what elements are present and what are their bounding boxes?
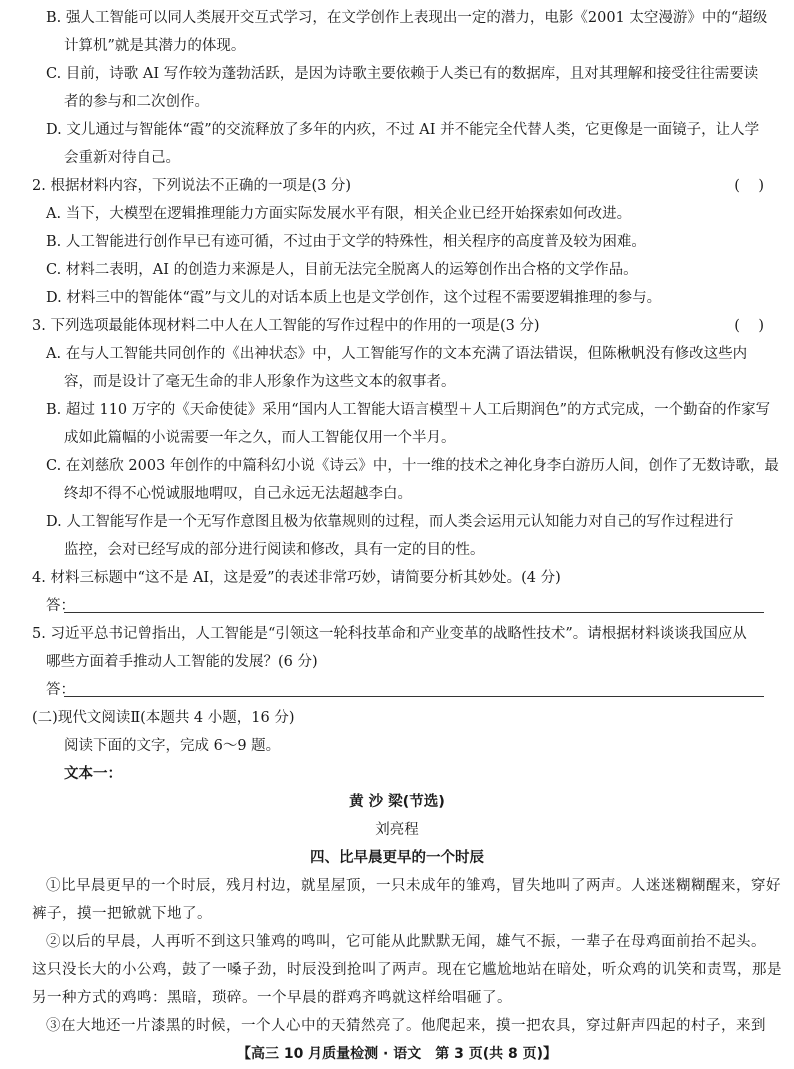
page-footer: 【高三 10 月质量检测 · 语文 第 3 页(共 8 页)】 xyxy=(236,1046,558,1062)
q3-option-c-line1: C. 在刘慈欣 2003 年创作的中篇科幻小说《诗云》中，十一维的技术之神化身李白游历人间，创作了无数诗歌，最 xyxy=(46,458,779,474)
paragraph-2-line2: 这只没长大的小公鸡，鼓了一嗓子劲，时辰没到抢叫了两声。现在它尴尬地站在暗处，听众鸡的讥笑和责骂，那是 xyxy=(32,962,782,978)
q3-option-d-line1: D. 人工智能写作是一个无写作意图且极为依靠规则的过程，而人类会运用元认知能力对自己的写作过程进行 xyxy=(46,514,734,530)
q3-answer-bracket: ( ) xyxy=(734,318,764,334)
section2-instruction: 阅读下面的文字，完成 6～9 题。 xyxy=(64,738,281,754)
q1-option-b-line2: 计算机”就是其潜力的体现。 xyxy=(64,38,246,54)
q4-stem: 4. 材料三标题中“这不是 AI，这是爱”的表述非常巧妙，请简要分析其妙处。(4 分) xyxy=(32,570,561,586)
q2-option-d: D. 材料三中的智能体“霞”与文儿的对话本质上也是文学创作，这个过程不需要逻辑推理的参与。 xyxy=(46,290,662,306)
q3-option-b-line2: 成如此篇幅的小说需要一年之久，而人工智能仅用一个半月。 xyxy=(64,430,456,446)
q3-option-d-line2: 监控，会对已经写成的部分进行阅读和修改，具有一定的目的性。 xyxy=(64,542,485,558)
paragraph-1-line2: 裤子，摸一把锨就下地了。 xyxy=(32,906,212,922)
q2-option-c: C. 材料二表明，AI 的创造力来源是人，目前无法完全脱离人的运筹创作出合格的文学作品。 xyxy=(46,262,638,278)
section2-heading: (二)现代文阅读Ⅱ(本题共 4 小题，16 分) xyxy=(32,710,295,726)
q2-stem: 2. 根据材料内容，下列说法不正确的一项是(3 分) xyxy=(32,178,352,194)
q2-option-b: B. 人工智能进行创作早已有迹可循，不过由于文学的特殊性，相关程序的高度普及较为困难。 xyxy=(46,234,646,250)
q5-answer-line[interactable] xyxy=(64,696,764,697)
q3-option-a-line1: A. 在与人工智能共同创作的《出神状态》中，人工智能写作的文本充满了语法错误，但陈楸帆没有修改这些内 xyxy=(46,346,748,362)
q1-option-b-line1: B. 强人工智能可以同人类展开交互式学习，在文学创作上表现出一定的潜力，电影《2001 太空漫游》中的“超级 xyxy=(46,10,768,26)
q1-option-d-line2: 会重新对待自己。 xyxy=(64,150,180,166)
q5-answer-label: 答： xyxy=(46,682,75,698)
q5-stem-line2: 哪些方面着手推动人工智能的发展？(6 分) xyxy=(46,654,318,670)
text1-label: 文本一： xyxy=(64,766,122,782)
q5-stem-line1: 5. 习近平总书记曾指出，人工智能是“引领这一轮科技革命和产业变革的战略性技术”。请根据材料谈谈我国应从 xyxy=(32,626,747,642)
q3-option-b-line1: B. 超过 110 万字的《天命使徒》采用“国内人工智能大语言模型＋人工后期润色”的方式完成，一个勤奋的作家写 xyxy=(46,402,771,418)
paragraph-2-line3: 另一种方式的鸡鸣：黑暗，琐碎。一个早晨的群鸡齐鸣就这样给唱砸了。 xyxy=(32,990,512,1006)
q2-answer-bracket: ( ) xyxy=(734,178,764,194)
q3-stem: 3. 下列选项最能体现材料二中人在人工智能的写作过程中的作用的一项是(3 分) xyxy=(32,318,540,334)
novel-title: 黄 沙 梁(节选) xyxy=(349,794,445,810)
q4-answer-line[interactable] xyxy=(64,612,764,613)
q1-option-c-line1: C. 目前，诗歌 AI 写作较为蓬勃活跃，是因为诗歌主要依赖于人类已有的数据库，且对其理解和接受往往需要读 xyxy=(46,66,759,82)
paragraph-2-line1: ②以后的早晨，人再听不到这只雏鸡的鸣叫，它可能从此默默无闻，雄气不振，一辈子在母鸡面前抬不起头。 xyxy=(46,934,766,950)
q1-option-c-line2: 者的参与和二次创作。 xyxy=(64,94,209,110)
chapter-heading: 四、比早晨更早的一个时辰 xyxy=(310,850,484,866)
paragraph-3-line1: ③在大地还一片漆黑的时候，一个人心中的天猜然亮了。他爬起来，摸一把农具，穿过鼾声四起的村子，来到 xyxy=(46,1018,766,1034)
q3-option-a-line2: 容，而是设计了毫无生命的非人形象作为这些文本的叙事者。 xyxy=(64,374,456,390)
q3-option-c-line2: 终却不得不心悦诚服地喟叹，自己永远无法超越李白。 xyxy=(64,486,412,502)
novel-author: 刘亮程 xyxy=(375,822,419,838)
paragraph-1-line1: ①比早晨更早的一个时辰，残月村边，就星屋顶，一只未成年的雏鸡，冒失地叫了两声。人迷迷糊糊醒来，穿好 xyxy=(46,878,781,894)
q4-answer-label: 答： xyxy=(46,598,75,614)
q1-option-d-line1: D. 文儿通过与智能体“霞”的交流释放了多年的内疚，不过 AI 并不能完全代替人类，它更像是一面镜子，让人学 xyxy=(46,122,760,138)
q2-option-a: A. 当下，大模型在逻辑推理能力方面实际发展水平有限，相关企业已经开始探索如何改进。 xyxy=(46,206,632,222)
